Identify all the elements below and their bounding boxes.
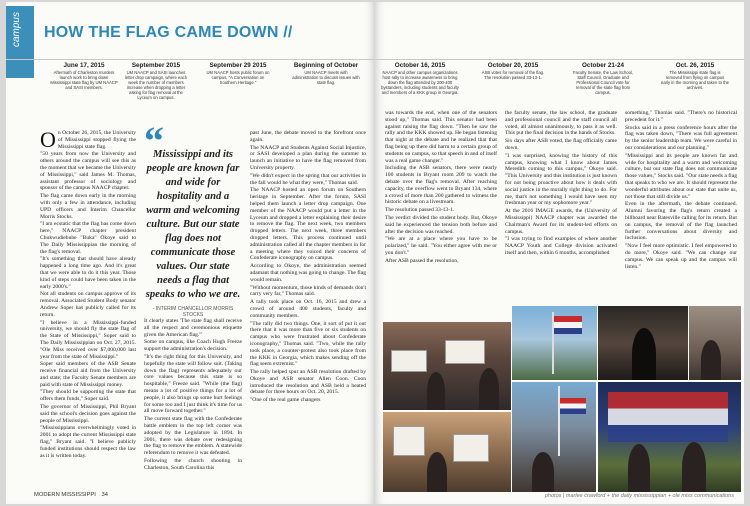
photo-flag-on-pole — [512, 306, 597, 380]
flagpole — [558, 386, 560, 456]
paragraph: The current state flag with the Confederate battle emblem in the top left corner was adopted by the Legislature in 1894. In 2001, there was debate over redesigning the flag to remove the emblem. A statewide referendum to remove it was defeated. — [144, 416, 242, 457]
photo-speaker — [598, 306, 688, 380]
photo-audience — [689, 306, 741, 380]
paragraph: Stocks said in a press conference hours after the flag was taken down, "There was full agreement by the senior leadership team. We were careful in our considerations and our planning." — [625, 124, 737, 151]
paragraph: Soper said members of the ASB Senate receive financial aid from the University and state; the Faculty Senate members are paid with state of Mississippi money. — [40, 361, 136, 388]
right-page — [375, 2, 744, 504]
timeline-date: October 20, 2015 — [487, 62, 539, 69]
timeline-date: June 17, 2015 — [63, 62, 105, 69]
timeline-text: The Mississippi state flag is removed from flying on campus early in the morning and taken to the archives. — [661, 70, 729, 90]
person-silhouette — [701, 340, 721, 380]
paragraph: The governor of Mississippi, Phil Bryant said the school's decision goes against the people of Mississippi. — [40, 404, 136, 424]
timeline-entry — [379, 62, 461, 95]
state-flag — [608, 392, 728, 442]
timeline-text: UM NAACP and SASI launches letter drop campaign, where each week the number of members increase when dropping a letter asking for flag removal at the Lyceum on campus. — [124, 70, 188, 100]
timeline-entry — [204, 62, 272, 85]
timeline-text: UM NAACP hosts public forum on campus, "A Conversation on Southern Heritage." — [206, 70, 270, 85]
paragraph: Following the church shooting in Charleston, South Carolina this — [144, 457, 242, 471]
paragraph: "Without momentum, those kinds of demands don't carry very far," Thomas said. — [250, 284, 366, 298]
left-page — [6, 2, 374, 504]
paragraph: "We are at a place where you have to be polarized," he said. "You either agree with me or you don't." — [385, 236, 497, 256]
person-silhouette — [632, 328, 656, 380]
body-column-3 — [250, 130, 366, 405]
person-silhouette — [628, 444, 650, 492]
body-column-5 — [505, 110, 617, 258]
paragraph: The verdict divided the student body. But, Okoye said he experienced the tension both before and after the decision was reached. — [385, 214, 497, 235]
paragraph: past June, the debate moved to the forefront once again. — [250, 130, 366, 143]
state-flag — [560, 398, 586, 414]
paragraph: Six days after ASB voted, the flag officially came down. — [505, 138, 617, 151]
timeline-entry — [569, 62, 637, 95]
photo-rally-signs — [383, 412, 511, 492]
paragraph: The resolution passed 33-13-1. — [385, 207, 455, 214]
paragraph: "It's something that should have already happened a long time ago. And it's great that we were able to do it this year. Those kind of steps could have been taken in the early 2000's." — [40, 256, 136, 290]
body-column-6 — [625, 110, 737, 271]
protest-sign — [445, 340, 485, 364]
paragraph: "Mississippians overwhelmingly voted in 2001 to adopt the current Mississippi state flag," Bryant said. "I believe publicly funded institutions should respect the law as it is written today. — [40, 425, 136, 459]
body-column-4 — [385, 110, 497, 266]
timeline-date: September 29 2015 — [209, 62, 267, 69]
timeline-right — [375, 59, 744, 102]
timeline-text: Aftermath of Charleston murders launch work to bring down Mississippi state flag by UM NAACP and SASI members. — [50, 70, 118, 90]
paragraph: something," Thomas said. "There's no historical precedent for it." — [625, 110, 737, 123]
timeline-entry — [292, 62, 360, 85]
paragraph: "They should be supporting the state that offers them funds," Soper said. — [40, 389, 136, 403]
timeline-date: October 16, 2015 — [394, 62, 446, 69]
timeline-text: UM NAACP meets with administration to discuss issues with state flag. — [292, 70, 360, 85]
timeline-date: September 2015 — [131, 62, 181, 69]
photo-flag-lowering — [512, 382, 596, 492]
paragraph: After ASB passed the resolution, — [385, 257, 459, 264]
paragraph: It clearly states 'The state flag shall receive all the respect and ceremonious etiquette given the American flag.'" — [144, 318, 242, 338]
paragraph: Not all students on campus approve of its removal. Associated Student Body senator Andrew Soper has publicly called for its return. — [40, 291, 136, 318]
page-number: 34 — [101, 492, 108, 498]
paragraph: "Mississippi and its people are known far and wide for hospitality and a warm and welcoming culture, but our state flag does not communicate those values," Stocks said. "Our state needs a flag that speaks to who we are. It should represent the wonderful attributes about our state that unite us, not those that still divide us." — [625, 152, 737, 200]
drop-cap: O — [40, 127, 56, 152]
timeline-entry — [50, 62, 118, 90]
magazine-name: MODERN MISSISSIPPI — [34, 492, 96, 498]
timeline-text: NAACP and other campus organizations host rally to increase awareness to bring down the flag attended by 200-400 bystanders, including students and faculty and members of a KKK group in Georgia. — [381, 70, 459, 95]
timeline-left — [6, 59, 374, 102]
pull-quote-attribution: - INTERIM CHANCELLOR MORRIS STOCKS — [152, 306, 234, 318]
pull-quote — [144, 118, 242, 318]
page-headline: HOW THE FLAG CAME DOWN // — [44, 24, 293, 41]
photo-credit: photos | marlee crawford + the daily mississippian + ole miss communications — [544, 493, 734, 499]
paragraph: "One of the real game changers — [250, 397, 321, 404]
person-silhouette — [427, 452, 447, 492]
page-footer — [34, 492, 108, 498]
timeline-date: October 21-24 — [582, 62, 624, 69]
person-silhouette — [479, 368, 499, 410]
timeline-text: Faculty Senate, the Law School, Staff Council, Graduate and Professional Council vote for removal of the state flag from campus. — [572, 70, 634, 95]
paragraph: Including the ASB senators, there were nearly 100 students in Bryant room 209 to watch the debate over the flag's removal. After reaching capacity, the overflow went to Bryant 134, where a crowd of more than 200 gathered to witness the historic debate on a livestream. — [385, 165, 497, 206]
paragraph: The flag came down early in the morning with only a few in attendance, including UPD officers and Interim Chancellor Morris Stocks. — [40, 193, 136, 220]
photo-protest-crowd — [383, 322, 511, 410]
photo-flag-held-by-students — [598, 382, 741, 492]
protest-sign — [393, 426, 425, 456]
paragraph: n October 26, 2015, the University of Mississippi stopped flying the Mississippi state flag. — [57, 130, 136, 150]
paragraph: The rally helped spur an ASB resolution drafted by Okoye and ASB senator Allen Coon. Coon introduced the resolution and ASB held a heated debate for three hours on Oct. 20, 2015. — [250, 369, 366, 396]
timeline-date: Oct. 26, 2015 — [675, 62, 715, 69]
paragraph: According to Okoye, the administration seemed adamant that nothing was going to change. The flag would remain. — [250, 263, 366, 283]
timeline-entry — [122, 62, 190, 100]
paragraph: the faculty senate, the law school, the graduate and professional council and the staff council all voted, all almost unanimously, to pass it as well. This put the final decision in the hands of Stocks. — [505, 110, 617, 137]
section-tab-label: campus — [11, 12, 22, 48]
pull-quote-text: Mississippi and its people are known far and wide for hospitality and a warm and welcoming culture. But our state flag does not communicate those values. Our state needs a flag that speaks to who we are. — [145, 149, 241, 300]
paragraph: "We didn't expect in the spring that our activities in the fall would be what they were," Thomas said. — [250, 172, 366, 186]
paragraph: A rally took place on Oct. 16, 2015 and drew a crowd of around 400 students, faculty and community members. — [250, 299, 366, 319]
body-column-1 — [40, 127, 136, 460]
paragraph: "50 years from now the University and others around the campus will see this as the moment that we became the University of Mississippi," said James M. Thomas, assistant professor of sociology and sponsor of the campus NAACP chapter. — [40, 151, 136, 192]
body-column-2 — [144, 318, 242, 473]
timeline-date: Beginning of October — [293, 62, 359, 69]
state-flag — [554, 316, 582, 334]
paragraph: "I was surprised, knowing the history of this campus, knowing what I know about James Meredith coming to this campus," Okoye said. "This University and this institution is just known for not being proactive about how it deals with social justice in the morally right thing to do. For me, that's not something I would have seen my freshman year or my sophomore year." — [505, 152, 617, 207]
paragraph: The NAACP hosted an open forum on Southern heritage in September. After the forum, SASI helped them launch a letter drop campaign. One member of the NAACP would put a letter in the Lyceum and dropped a letter explaining their desire to remove the flag. The next week, two members dropped letters. The next week, three members dropped letters. This process continued until administration called all the chapter members in for a meeting where they voiced their concerns of Confederate iconography on campus. — [250, 187, 366, 262]
paragraph: was towards the end, when one of the senators stood up," Thomas said. This senator had been against raising the flag down. "Then he saw the rally and the KKK showed up. He began listening that night at the debate and he realized that that flag being up there did harm to a certain group of students on campus, so that speech in and of itself was a real game changer." — [385, 110, 497, 164]
paragraph: At the 2016 IMAGE awards, the (University of Mississippi) NAACP chapter was awarded the Chairman's Award for its student-led efforts on campus. — [505, 208, 617, 235]
protest-sign — [453, 434, 489, 462]
paragraph: "Now I feel more optimistic. I feel empowered to do more," Okoye said. "We can change our campus. We can speak up and the campus will listen." — [625, 243, 737, 270]
paragraph: The NAACP and Students Against Social Injustice, or SASI developed a plan during the summer to launch an initiative to have the flag removed from University property. — [250, 144, 366, 171]
paragraph: Some on campus, like Coach Hugh Freeze support the administration's decision. — [144, 339, 242, 353]
person-silhouette — [427, 372, 445, 410]
paragraph: "I believe in a Mississippi-funded university, we should fly the state flag of the State of Mississippi," Soper said to The Daily Mississippian on Oct. 27, 2015. "Ole Miss received over $7,000,000 last year from the state of Mississippi." — [40, 319, 136, 360]
timeline-entry — [661, 62, 729, 90]
timeline-text: ASB votes for removal of the flag. The resolution passed 33-13-1. — [481, 70, 545, 80]
paragraph: "The rally did two things. One, it sort of put it out there that it was more than five or six students on campus who were frustrated about Confederate iconography," Thomas said. "Two, while the rally took place, a counter-protest also took place from the KKK in Georgia, which makes sending off the flag seem extremist." — [250, 320, 366, 368]
paragraph: Even in the aftermath, the debate continued. Alumni favoring the flag's return created a billboard near Batesville calling for its return. But on campus, the removal of the flag launched further conversations about diversity and inclusion. — [625, 201, 737, 242]
person-silhouette — [682, 442, 706, 492]
quote-mark-icon: “ — [144, 118, 164, 163]
timeline-entry — [479, 62, 547, 80]
person-silhouette — [532, 452, 554, 492]
paragraph: "I was trying to find examples of where another NAACP Youth and College division activated itself and then, within 6 months, accomplished — [505, 236, 617, 256]
protest-sign — [391, 350, 427, 372]
paragraph: "I am ecstatic that the flag has come down here," NAACP chapter president Chukwudiebube "Buka" Okoye said to The Daily Mississippian the morning of the flag's removal. — [40, 221, 136, 255]
paragraph: "It's the right thing for this University, and hopefully the state will follow suit. (Taking down the flag) represents adequately our core values because this state is so hospitable," Freeze said. "While (the flag) means a lot of positive things for a lot of people, it also brings up some hurt feelings for some too and I just think it's time for us all move forward together." — [144, 353, 242, 415]
